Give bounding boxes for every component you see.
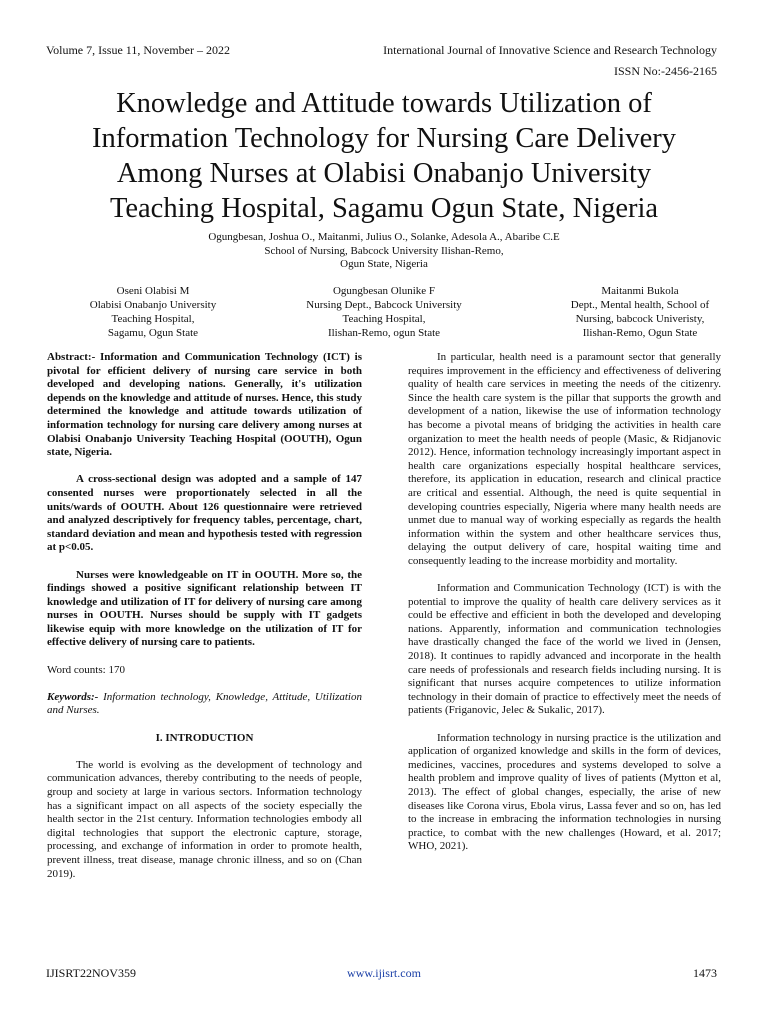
affiliation-line: Ilishan-Remo, ogun State [327,327,441,339]
author-school: School of Nursing, Babcock University Ilishan-Remo, [264,244,504,257]
keywords [47,691,362,718]
affiliation-line: Dept., Mental health, School of [570,299,710,311]
affiliation-line: Ogungbesan Olunike F [332,285,436,297]
title-line: Knowledge and Attitude towards Utilization of [116,88,652,119]
keywords-label: Keywords:- [47,690,99,703]
author-location: Ogun State, Nigeria [340,258,428,270]
footer-url-link[interactable]: www.ijisrt.com [347,966,421,980]
affiliation-line: Ilishan-Remo, Ogun State [582,327,698,339]
affiliation-line: Teaching Hospital, [342,313,426,325]
author-block [40,231,728,272]
header-issn: ISSN No:-2456-2165 [613,64,717,78]
footer-article-code: IJISRT22NOV359 [46,966,136,980]
word-count: Word counts: 170 [47,663,125,676]
affiliation-line: Sagamu, Ogun State [107,327,199,339]
affiliation-line: Nursing, babcock Univeristy, [575,313,705,325]
header-volume: Volume 7, Issue 11, November – 2022 [46,43,230,57]
affiliation-line: Olabisi Onabanjo University [89,299,217,311]
keywords-text: Information technology, Knowledge, Attitude, Utilization and Nurses. [47,690,362,717]
affiliation-line: Maitanmi Bukola [601,285,679,297]
paper-title [40,86,728,226]
body-paragraph: In particular, health need is a paramount sector that generally requires improvement in the efficiency and effectiveness of delivering quality of health care services in meeting the needs of the citizenry. Since the health care system is the pillar that supports the growth and development of a nation, likewise the use of information technology has become a pivotal means of bridging the activities in health care organization to meet the health needs of people (Masic, & Ridjanovic 2012). Hence, information technology increasingly important aspect in health care organizations especially hospital healthcare services, therefore, its application in education, research and clinical practice are critical and essential. Although, the need is quite sequential in developing countries especially, Nigeria where many health needs are unmet due to manual way of working especially as regards the health information within the system and other healthcare services thus, delaying the output delivery of care, hospital waiting time and consequently leading to the increase morbidity and mortality. [408,351,721,567]
section-heading-introduction: I. INTRODUCTION [155,731,254,744]
author-names: Ogungbesan, Joshua O., Maitanmi, Julius O., Solanke, Adesola A., Abaribe C.E [208,231,560,243]
abstract-paragraph: Nurses were knowledgeable on IT in OOUTH. More so, the findings showed a positive significant relationship between IT knowledge and utilization of IT for delivery of nursing care among nurses in OOUTH. Nurses should be supply with IT gadgets likewise equip with more knowledge on the utilization of IT for effective delivery of nursing care to patients. [47,568,362,649]
abstract-paragraph: Abstract:- Information and Communication Technology (ICT) is pivotal for efficient delivery of nursing care service in both developed and developing nations. Generally, it's utilization depends on the knowledge and attitude of nurses. Hence, this study determined the knowledge and attitude towards utilization of information technology for nursing care delivery among nurses at Olabisi Onabanjo University Teaching Hospital (OOUTH), Ogun state, Nigeria. [47,351,362,459]
body-paragraph: Information technology in nursing practice is the utilization and application of organized knowledge and skills in the form of devices, medicines, vaccines, procedures and systems developed to solve a health problem and improve quality of lives of patients (Mytton et al, 2013). The effect of global changes, especially, the arise of new diseases like Corona virus, Ebola virus, Lassa fever and so on, has led to the increase in embracing the information technologies in nursing practice, to combat with the new challenges (Howard, et al. 2017; WHO, 2021). [408,731,721,853]
affiliation-1 [43,284,263,340]
title-line: Teaching Hospital, Sagamu Ogun State, Nigeria [109,193,659,224]
title-line: Information Technology for Nursing Care Delivery [92,123,676,154]
left-column [47,351,362,881]
footer-page-number: 1473 [693,966,717,980]
affiliation-3 [530,284,750,340]
body-paragraph: Information and Communication Technology (ICT) is with the potential to improve the quality of health care delivery services as it could be effective and efficient in both the developed and developing nations. Apparently, information and communication technologies have drastically changed the face of the world we lived in (Jensen, 2018). It continues to rapidly advanced and incorporate in the health care needs of professionals and research fields including nursing. It is significant that nurses acquire competences to utilize information technology in their domain of practice to effectively meet the needs of patients (Friganovic, Jelec & Sukalic, 2017). [408,582,721,717]
abstract-paragraph: A cross-sectional design was adopted and a sample of 147 consented nurses were proportionately selected in all the units/wards of OOUTH. About 126 questionnaire were retrieved and analyzed descriptively for frequency tables, percentage, chart, standard deviation and mean and hypothesis tested with regression at p<0.05. [47,473,362,554]
affiliation-2 [274,284,494,340]
affiliation-line: Nursing Dept., Babcock University [306,299,462,311]
body-paragraph: The world is evolving as the development of technology and communication advances, thereby contributing to the needs of people, group and society at large in various sectors. Information technology has a significant impact on all aspects of the society especially the health sector in the 21st century. Information technologies embody all digital technologies that support the electronic capture, storage, processing, and exchange of information in order to promote health, prevent illness, treat disease, manage chronic illness, and so on (Chan 2019). [47,758,362,880]
affiliation-line: Teaching Hospital, [111,313,195,325]
right-column [408,351,721,854]
header-journal: International Journal of Innovative Science and Research Technology [383,43,717,57]
affiliation-line: Oseni Olabisi M [116,285,190,297]
title-line: Among Nurses at Olabisi Onabanjo University [116,158,652,189]
